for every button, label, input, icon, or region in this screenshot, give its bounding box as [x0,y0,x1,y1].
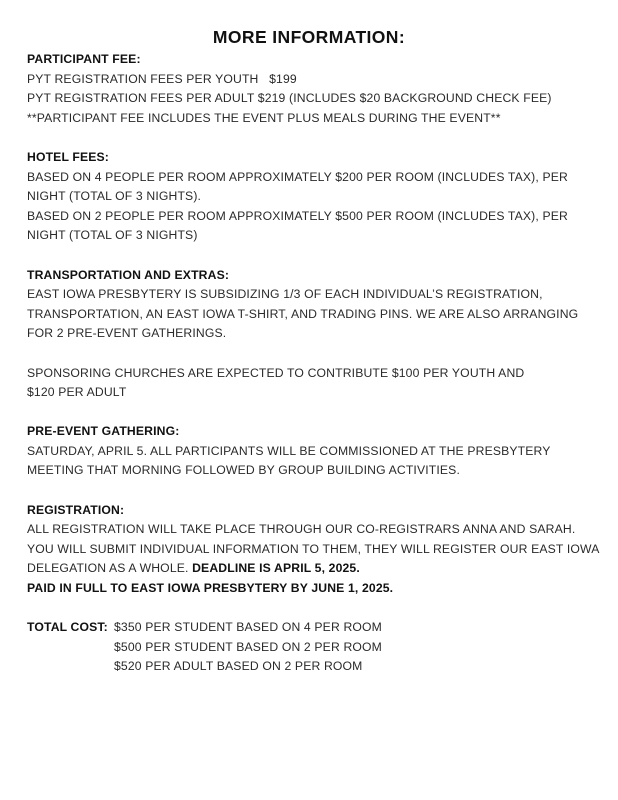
spacer [27,599,607,619]
registration-deadline-line [27,559,607,579]
pre-event-line: MEETING THAT MORNING FOLLOWED BY GROUP BUILDING ACTIVITIES. [27,463,460,478]
registration-heading: REGISTRATION: [27,502,125,517]
total-cost-row [27,657,607,677]
transportation-section [27,266,607,403]
transportation-line: TRANSPORTATION, AN EAST IOWA T-SHIRT, AND TRADING PINS. WE ARE ALSO ARRANGING [27,306,579,321]
total-cost-label: TOTAL COST: [27,620,108,635]
sponsoring-line: SPONSORING CHURCHES ARE EXPECTED TO CONTRIBUTE $100 PER YOUTH AND [27,365,525,380]
sponsoring-line: $120 PER ADULT [27,385,127,400]
hotel-fee-line: NIGHT (TOTAL OF 3 NIGHTS). [27,189,202,204]
total-cost-indent [27,638,114,658]
total-cost-item: $350 PER STUDENT BASED ON 4 PER ROOM [114,620,382,635]
spacer [27,403,607,423]
fee-includes-note: **PARTICIPANT FEE INCLUDES THE EVENT PLUS MEALS DURING THE EVENT** [27,110,501,125]
payment-deadline-text: PAID IN FULL TO EAST IOWA PRESBYTERY BY JUNE 1, 2025. [27,581,394,596]
page-title: MORE INFORMATION: [212,27,406,47]
registration-line: ALL REGISTRATION WILL TAKE PLACE THROUGH OUR CO-REGISTRARS ANNA AND SARAH. [27,522,576,537]
transportation-line: FOR 2 PRE-EVENT GATHERINGS. [27,326,227,341]
hotel-fee-line: BASED ON 4 PEOPLE PER ROOM APPROXIMATELY $200 PER ROOM (INCLUDES TAX), PER [27,169,568,184]
pre-event-section [27,422,607,481]
spacer [27,246,607,266]
total-cost-section [27,618,607,677]
deadline-text: DEADLINE IS APRIL 5, 2025. [192,561,360,576]
total-cost-indent [27,657,114,677]
transportation-heading: TRANSPORTATION AND EXTRAS: [27,267,230,282]
hotel-fees-heading: HOTEL FEES: [27,149,110,164]
pre-event-heading: PRE-EVENT GATHERING: [27,424,180,439]
total-cost-item: $500 PER STUDENT BASED ON 2 PER ROOM [114,639,382,654]
spacer [27,481,607,501]
registration-line: YOU WILL SUBMIT INDIVIDUAL INFORMATION TO THEM, THEY WILL REGISTER OUR EAST IOWA [27,541,600,556]
hotel-fee-line: BASED ON 2 PEOPLE PER ROOM APPROXIMATELY $500 PER ROOM (INCLUDES TAX), PER [27,208,568,223]
spacer [27,128,607,148]
hotel-fee-line: NIGHT (TOTAL OF 3 NIGHTS) [27,228,198,243]
document-content [27,50,607,677]
pre-event-line: SATURDAY, APRIL 5. ALL PARTICIPANTS WILL BE COMMISSIONED AT THE PRESBYTERY [27,443,551,458]
youth-fee-line: PYT REGISTRATION FEES PER YOUTH $199 [27,71,297,86]
transportation-line: EAST IOWA PRESBYTERY IS SUBSIDIZING 1/3 OF EACH INDIVIDUAL’S REGISTRATION, [27,287,543,302]
registration-line-text: DELEGATION AS A WHOLE. [27,561,193,576]
total-cost-row [27,618,607,638]
registration-section [27,501,607,599]
adult-fee-line: PYT REGISTRATION FEES PER ADULT $219 (INCLUDES $20 BACKGROUND CHECK FEE) [27,91,552,106]
participant-fee-section [27,50,607,128]
total-cost-row [27,638,607,658]
total-cost-item: $520 PER ADULT BASED ON 2 PER ROOM [114,659,363,674]
hotel-fees-section [27,148,607,246]
spacer [27,344,607,364]
participant-fee-heading: PARTICIPANT FEE: [27,52,141,66]
